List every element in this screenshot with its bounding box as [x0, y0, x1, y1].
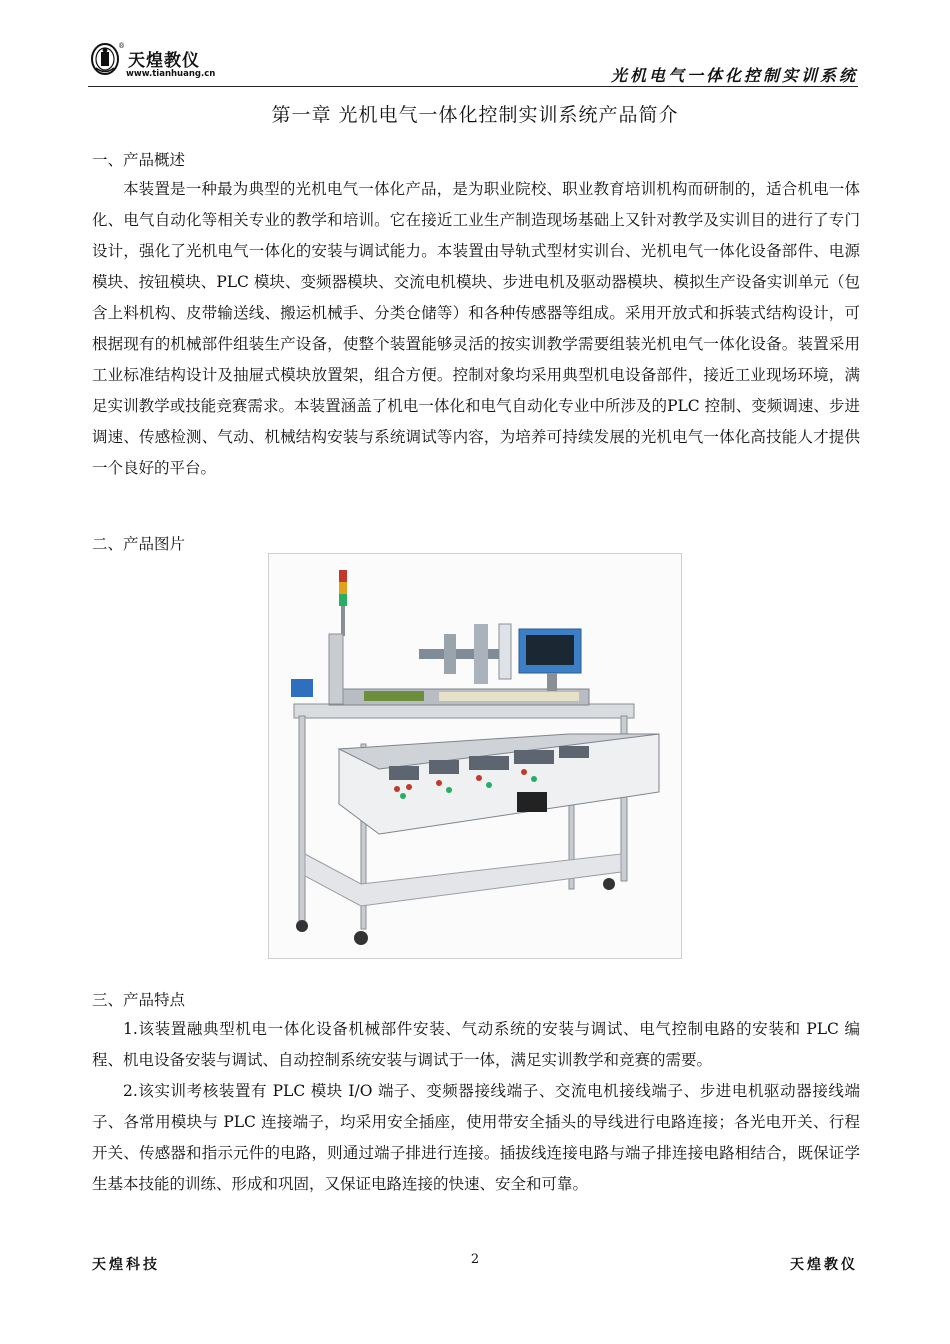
- training-bench-illustration: [269, 554, 681, 958]
- page-number: 2: [470, 1252, 480, 1267]
- overview-paragraph: 本装置是一种最为典型的光机电气一体化产品，是为职业院校、职业教育培训机构而研制的，适合机电一体化、电气自动化等相关专业的教学和培训。它在接近工业生产制造现场基础上又针对教学及实训目的进行了专门设计，强化了光机电气一体化的安装与调试能力。本装置由导轨式型材实训台、光机电气一体化设备部件、电源模块、按钮模块、PLC 模块、变频器模块、交流电机模块、步进电机及驱动器模块、模拟生产设备实训单元（包含上料机构、皮带输送线、搬运机械手、分类仓储等）和各种传感器等组成。采用开放式和拆装式结构设计，可根据现有的机械部件组装生产设备，使整个装置能够灵活的按实训教学需要组装光机电气一体化设备。装置采用工业标准结构设计及抽屉式模块放置架，组合方便。控制对象均采用典型机电设备部件，接近工业现场环境，满足实训教学或技能竞赛需求。本装置涵盖了机电一体化和电气自动化专业中所涉及的PLC 控制、变频调速、步进调速、传感检测、气动、机械结构安装与系统调试等内容，为培养可持续发展的光机电气一体化高技能人才提供一个良好的平台。: [92, 180, 860, 477]
- header-title: 光机电气一体化控制实训系统: [610, 66, 858, 85]
- feature-item-1: 1.该装置融典型机电一体化设备机械部件安装、气动系统的安装与调试、电气控制电路的安装和 PLC 编程、机电设备安装与调试、自动控制系统安装与调试于一体，满足实训教学和竞赛的需要。: [92, 1020, 860, 1069]
- section-heading-overview: 一、产品概述: [92, 151, 186, 169]
- footer-right-text: 天煌教仪: [790, 1257, 858, 1273]
- logo-text: 天煌教仪: [128, 51, 200, 71]
- footer-left-text: 天煌科技: [92, 1257, 160, 1273]
- feature-item-2: 2.该实训考核装置有 PLC 模块 I/O 端子、变频器接线端子、交流电机接线端子、步进电机驱动器接线端子、各常用模块与 PLC 连接端子，均采用安全插座，使用带安全插头的导线进行电路连接；各光电开关、行程开关、传感器和指示元件的电路，则通过端子排进行连接。插拔线连接电路与端子排连接电路相结合，既保证学生基本技能的训练、形成和巩固，又保证电路连接的快速、安全和可靠。: [92, 1082, 860, 1193]
- chapter-title: 第一章 光机电气一体化控制实训系统产品简介: [271, 104, 679, 126]
- section-heading-picture: 二、产品图片: [92, 535, 186, 553]
- product-photo: [268, 553, 682, 959]
- company-emblem-icon: [90, 42, 120, 76]
- section-heading-features: 三、产品特点: [92, 991, 186, 1009]
- company-logo: [90, 42, 220, 82]
- registered-mark-icon: ®: [118, 42, 125, 50]
- logo-url: www.tianhuang.cn: [126, 69, 216, 79]
- header-divider: [88, 86, 858, 87]
